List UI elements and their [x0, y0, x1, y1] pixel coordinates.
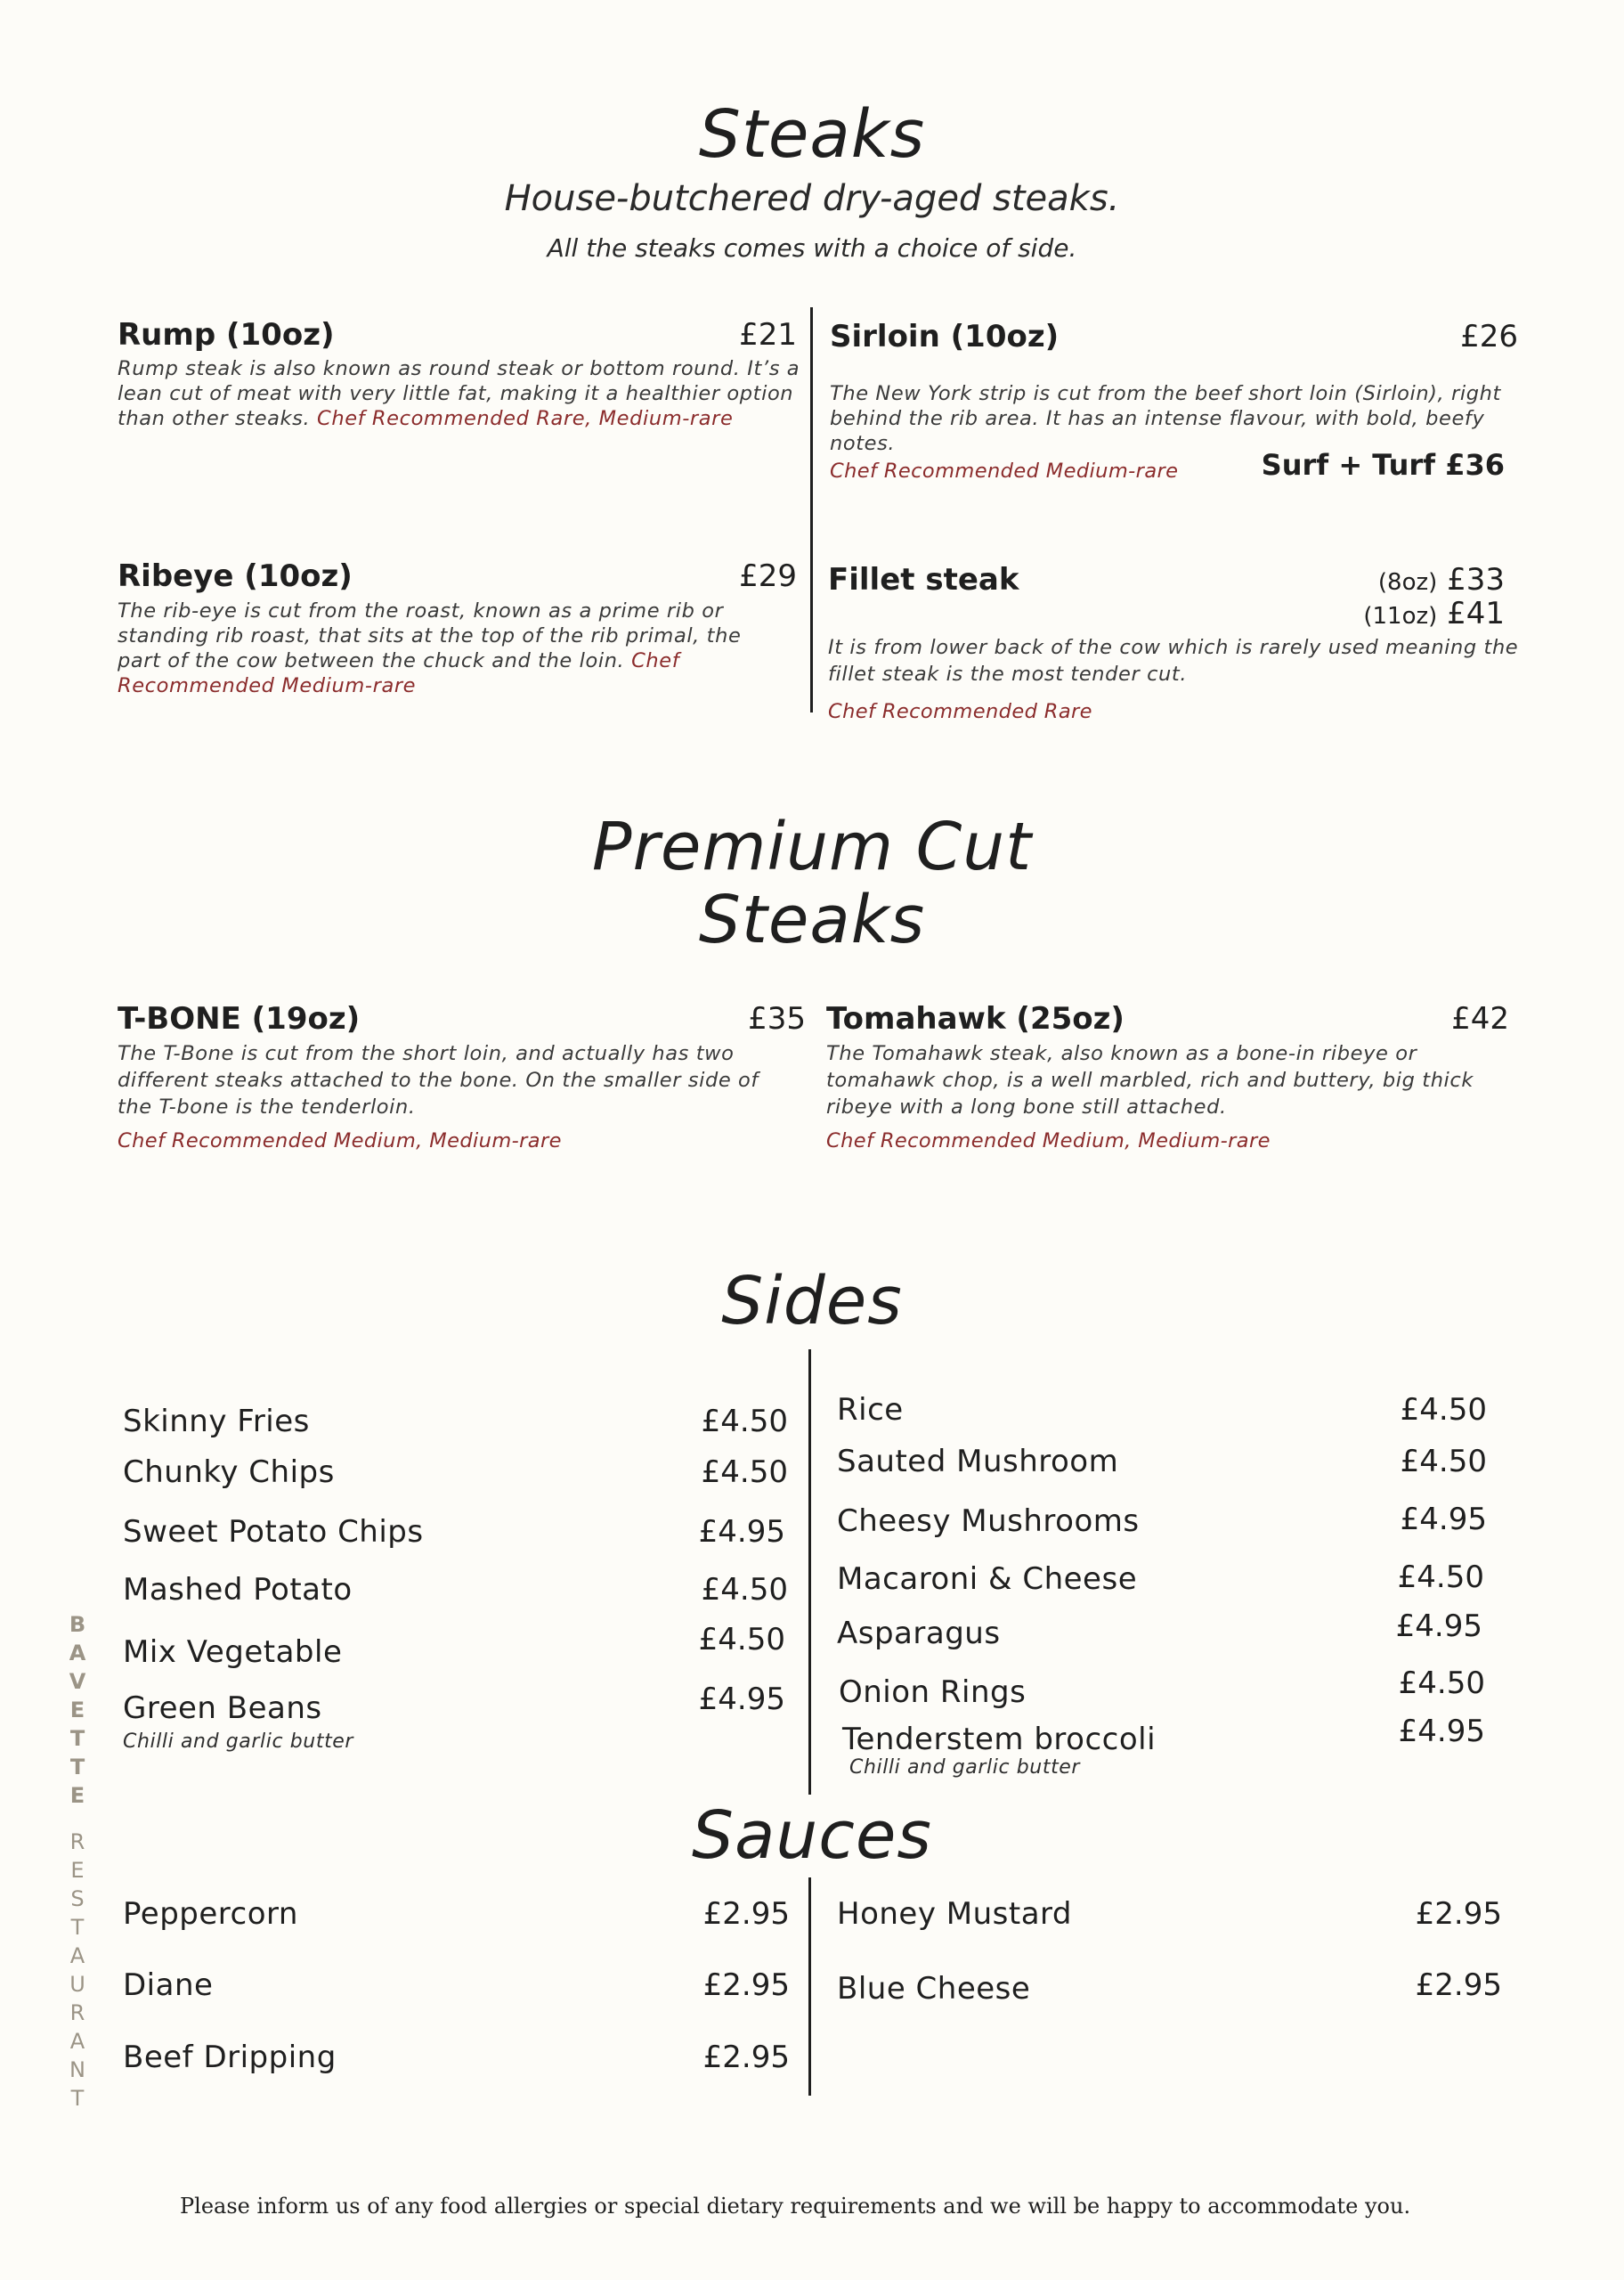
- brand-name: B A V E T T E: [69, 1612, 86, 1808]
- side-item-price: £4.50: [1400, 1444, 1487, 1479]
- side-item-price: £4.95: [1395, 1608, 1482, 1644]
- sides-divider: [808, 1349, 811, 1795]
- menu-item-description: The Tomahawk steak, also known as a bone-in ribeye or tomahawk chop, is a well marbled, rich and buttery, big thick ribeye with a long bone still attached.: [826, 1042, 1474, 1119]
- sauce-item-name: Beef Dripping: [123, 2040, 337, 2075]
- chef-recommendation: Chef Recommended Medium-rare: [118, 649, 680, 697]
- side-item-price: £4.50: [1398, 1665, 1485, 1701]
- menu-item-description: The T-Bone is cut from the short loin, and actually has two different steaks attached to the bone. On the smaller side of the T-bone is the tenderloin.: [118, 1042, 759, 1119]
- side-item-name: Cheesy Mushrooms: [837, 1503, 1140, 1539]
- chef-recommendation: Chef Recommended Medium-rare: [830, 460, 1179, 483]
- menu-item-description: It is from lower back of the cow which is rarely used meaning the fillet steak is the most tender cut.: [828, 636, 1519, 686]
- menu-item-name: Tomahawk (25oz): [826, 1001, 1125, 1037]
- allergy-notice: Please inform us of any food allergies or special dietary requirements and we will be happy to accommodate you.: [180, 2194, 1411, 2219]
- menu-item-price-size: (8oz) £33: [1377, 562, 1505, 598]
- side-item-price: £4.50: [701, 1404, 788, 1439]
- sauce-item-price: £2.95: [702, 1967, 790, 2003]
- side-item-price: £4.95: [698, 1682, 785, 1717]
- steaks-divider: [810, 307, 813, 712]
- menu-item-name: T-BONE (19oz): [118, 1001, 361, 1037]
- chef-recommendation: Chef Recommended Rare: [828, 700, 1092, 723]
- side-item-name: Rice: [837, 1392, 904, 1428]
- menu-item-price: £35: [748, 1001, 806, 1037]
- side-item-name: Onion Rings: [839, 1674, 1027, 1710]
- menu-item-price: £29: [739, 558, 797, 594]
- brand-subtitle: R E S T A U R A N T: [69, 1829, 85, 2111]
- side-item-name: Chunky Chips: [123, 1454, 335, 1490]
- menu-item-name: Rump (10oz): [118, 317, 335, 353]
- brand-vertical-text: [64, 1610, 91, 2113]
- side-item-price: £4.50: [1400, 1392, 1487, 1428]
- side-item-price: £4.95: [698, 1514, 785, 1550]
- menu-item-price: £21: [739, 317, 797, 353]
- sauce-item-price: £2.95: [1415, 1896, 1502, 1932]
- menu-item-name: Ribeye (10oz): [118, 558, 353, 594]
- side-item-name: Green Beans: [123, 1690, 322, 1726]
- sauces-divider: [808, 1877, 811, 2096]
- surf-turf-offer: Surf + Turf £36: [1261, 448, 1505, 482]
- side-item-note: Chilli and garlic butter: [123, 1730, 354, 1753]
- side-item-name: Macaroni & Cheese: [837, 1561, 1138, 1597]
- side-item-name: Mashed Potato: [123, 1572, 353, 1608]
- sides-title: Sides: [721, 1263, 903, 1340]
- side-item-price: £4.50: [1397, 1559, 1484, 1595]
- menu-item-description: Rump steak is also known as round steak or bottom round. It’s a lean cut of meat with very little fat, making it a healthier option than other steaks. Chef Recommended Rare, Medium-rare: [118, 357, 800, 430]
- side-item-price: £4.50: [701, 1572, 788, 1608]
- sauce-item-price: £2.95: [702, 1896, 790, 1932]
- menu-item-description: The New York strip is cut from the beef short loin (Sirloin), right behind the rib area. It has an intense flavour, with bold, beefy notes.: [830, 382, 1501, 455]
- sauce-item-name: Honey Mustard: [837, 1896, 1072, 1932]
- side-item-name: Mix Vegetable: [123, 1634, 343, 1670]
- sauce-item-name: Diane: [123, 1967, 214, 2003]
- sauces-title: Sauces: [692, 1797, 932, 1874]
- side-item-price: £4.95: [1400, 1502, 1487, 1537]
- menu-item-name: Sirloin (10oz): [830, 319, 1060, 354]
- side-item-name: Sauted Mushroom: [837, 1444, 1119, 1479]
- side-item-name: Skinny Fries: [123, 1404, 310, 1439]
- side-item-name: Tenderstem broccoli: [842, 1722, 1157, 1757]
- premium-title: Premium Cut Steaks: [591, 809, 1033, 958]
- chef-recommendation: Chef Recommended Medium, Medium-rare: [118, 1129, 562, 1152]
- menu-item-price: £42: [1451, 1001, 1509, 1037]
- sauce-item-name: Blue Cheese: [837, 1971, 1031, 2007]
- side-item-price: £4.50: [698, 1622, 785, 1657]
- side-item-name: Asparagus: [837, 1616, 1001, 1651]
- side-item-name: Sweet Potato Chips: [123, 1514, 424, 1550]
- sauce-item-name: Peppercorn: [123, 1896, 298, 1932]
- menu-item-price: £26: [1460, 319, 1518, 354]
- chef-recommendation: Chef Recommended Medium, Medium-rare: [826, 1129, 1271, 1152]
- menu-item-description: The rib-eye is cut from the roast, known as a prime rib or standing rib roast, that sits at the top of the rib primal, the part of the cow between the chuck and the loin. Chef Recommended Medium-rare: [118, 599, 742, 697]
- steaks-note: All the steaks comes with a choice of side.: [547, 233, 1077, 263]
- chef-recommendation: Chef Recommended Rare, Medium-rare: [317, 407, 734, 430]
- menu-item-name: Fillet steak: [828, 562, 1019, 598]
- menu-item-price-size: (11oz) £41: [1363, 596, 1505, 631]
- sauce-item-price: £2.95: [1415, 1967, 1502, 2003]
- steaks-subtitle: House-butchered dry-aged steaks.: [504, 178, 1120, 219]
- steaks-title: Steaks: [698, 96, 926, 173]
- sauce-item-price: £2.95: [702, 2040, 790, 2075]
- side-item-note: Chilli and garlic butter: [849, 1756, 1081, 1779]
- side-item-price: £4.95: [1398, 1714, 1485, 1749]
- side-item-price: £4.50: [701, 1454, 788, 1490]
